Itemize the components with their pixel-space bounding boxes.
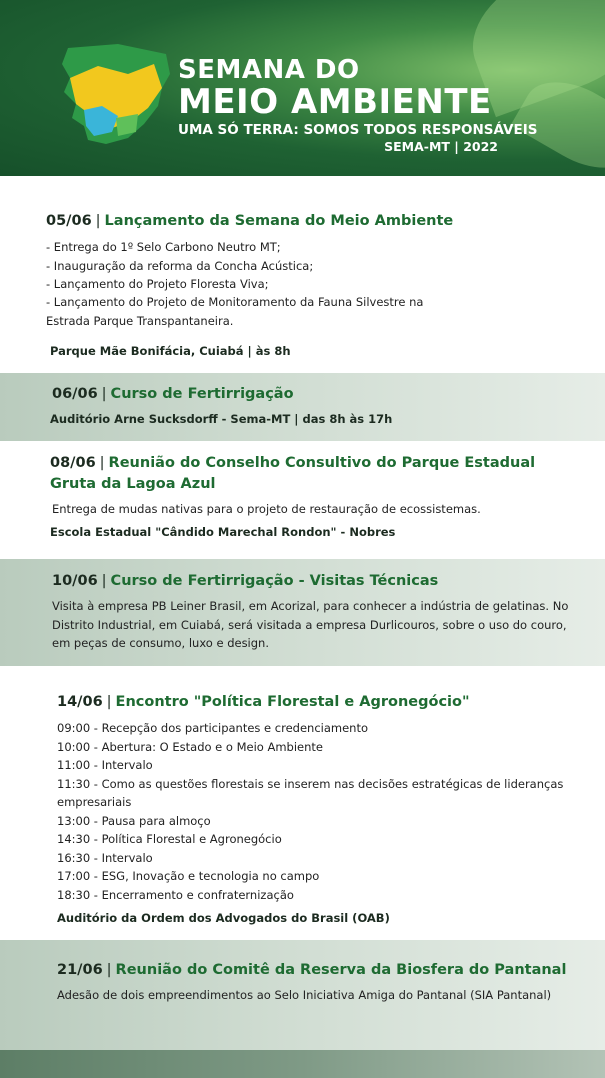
event-detail: Estrada Parque Transpantaneira.: [46, 314, 234, 328]
event-0506: [0, 176, 605, 373]
event-title: 06/06 | Curso de Fertirrigação: [52, 386, 294, 402]
event-name: Lançamento da Semana do Meio Ambiente: [104, 213, 454, 229]
event-name: Reunião do Conselho Consultivo do Parque Estadual: [108, 455, 536, 471]
schedule-item: 11:30 - Como as questões florestais se inserem nas decisões estratégicas de lideranças: [57, 777, 564, 791]
event-name: Reunião do Comitê da Reserva da Biosfera do Pantanal: [115, 962, 567, 978]
event-name: Encontro "Política Florestal e Agronegócio": [115, 694, 470, 710]
schedule-item: 09:00 - Recepção dos participantes e credenciamento: [57, 721, 368, 735]
event-0606: [0, 373, 605, 441]
event-2106: [0, 940, 605, 1050]
event-title-line2: Gruta da Lagoa Azul: [50, 476, 216, 492]
event-date: 10/06: [52, 573, 98, 589]
schedule-item: 14:30 - Política Florestal e Agronegócio: [57, 832, 282, 846]
event-detail: em peças de consumo, luxo e design.: [52, 636, 269, 650]
event-name: Curso de Fertirrigação: [110, 386, 294, 402]
schedule-item: 13:00 - Pausa para almoço: [57, 814, 211, 828]
event-date: 06/06: [52, 386, 98, 402]
event-location: Parque Mãe Bonifácia, Cuiabá | às 8h: [50, 344, 291, 358]
schedule-item: 10:00 - Abertura: O Estado e o Meio Ambiente: [57, 740, 324, 754]
mato-grosso-map-logo: [58, 44, 174, 144]
footer-strip: [0, 1050, 605, 1078]
event-location: Auditório da Ordem dos Advogados do Brasil (OAB): [57, 911, 390, 925]
header-subtitle: UMA SÓ TERRA: SOMOS TODOS RESPONSÁVEIS: [178, 122, 538, 138]
event-date: 14/06: [57, 694, 103, 710]
schedule-item: 16:30 - Intervalo: [57, 851, 153, 865]
event-date: 08/06: [50, 455, 96, 471]
event-title: 14/06 | Encontro "Política Florestal e Agronegócio": [57, 694, 470, 710]
event-0806: [0, 441, 605, 559]
event-detail: Entrega de mudas nativas para o projeto de restauração de ecossistemas.: [52, 502, 481, 516]
event-location: Auditório Arne Sucksdorff - Sema-MT | das 8h às 17h: [50, 412, 393, 426]
event-date: 21/06: [57, 962, 103, 978]
event-location: Escola Estadual "Cândido Marechal Rondon" - Nobres: [50, 525, 396, 539]
schedule-item: 11:00 - Intervalo: [57, 758, 153, 772]
event-title: 21/06 | Reunião do Comitê da Reserva da Biosfera do Pantanal: [57, 962, 567, 978]
schedule-item: empresariais: [57, 795, 132, 809]
event-date: 05/06: [46, 213, 92, 229]
header-org: SEMA-MT | 2022: [384, 139, 498, 154]
event-detail: - Lançamento do Projeto de Monitoramento da Fauna Silvestre na: [46, 295, 424, 309]
event-detail: Distrito Industrial, em Cuiabá, será visitada a empresa Durlicouros, sobre o uso do couro,: [52, 618, 567, 632]
event-detail: - Entrega do 1º Selo Carbono Neutro MT;: [46, 240, 281, 254]
event-title: 05/06 | Lançamento da Semana do Meio Ambiente: [46, 213, 454, 229]
header-banner: [0, 0, 605, 176]
schedule-item: 18:30 - Encerramento e confraternização: [57, 888, 294, 902]
event-detail: - Lançamento do Projeto Floresta Viva;: [46, 277, 269, 291]
event-1406: [0, 666, 605, 940]
event-detail: Adesão de dois empreendimentos ao Selo Iniciativa Amiga do Pantanal (SIA Pantanal): [57, 988, 552, 1002]
event-title: 08/06 | Reunião do Conselho Consultivo do Parque Estadual: [50, 455, 536, 471]
header-title-line2: MEIO AMBIENTE: [178, 82, 492, 122]
event-detail: Visita à empresa PB Leiner Brasil, em Acorizal, para conhecer a indústria de gelatinas. No: [52, 599, 569, 613]
event-title: 10/06 | Curso de Fertirrigação - Visitas Técnicas: [52, 573, 439, 589]
event-detail: - Inauguração da reforma da Concha Acústica;: [46, 259, 314, 273]
event-1006: [0, 559, 605, 666]
event-name: Curso de Fertirrigação - Visitas Técnicas: [110, 573, 439, 589]
header-title-line1: SEMANA DO: [178, 55, 360, 85]
schedule-item: 17:00 - ESG, Inovação e tecnologia no campo: [57, 869, 320, 883]
